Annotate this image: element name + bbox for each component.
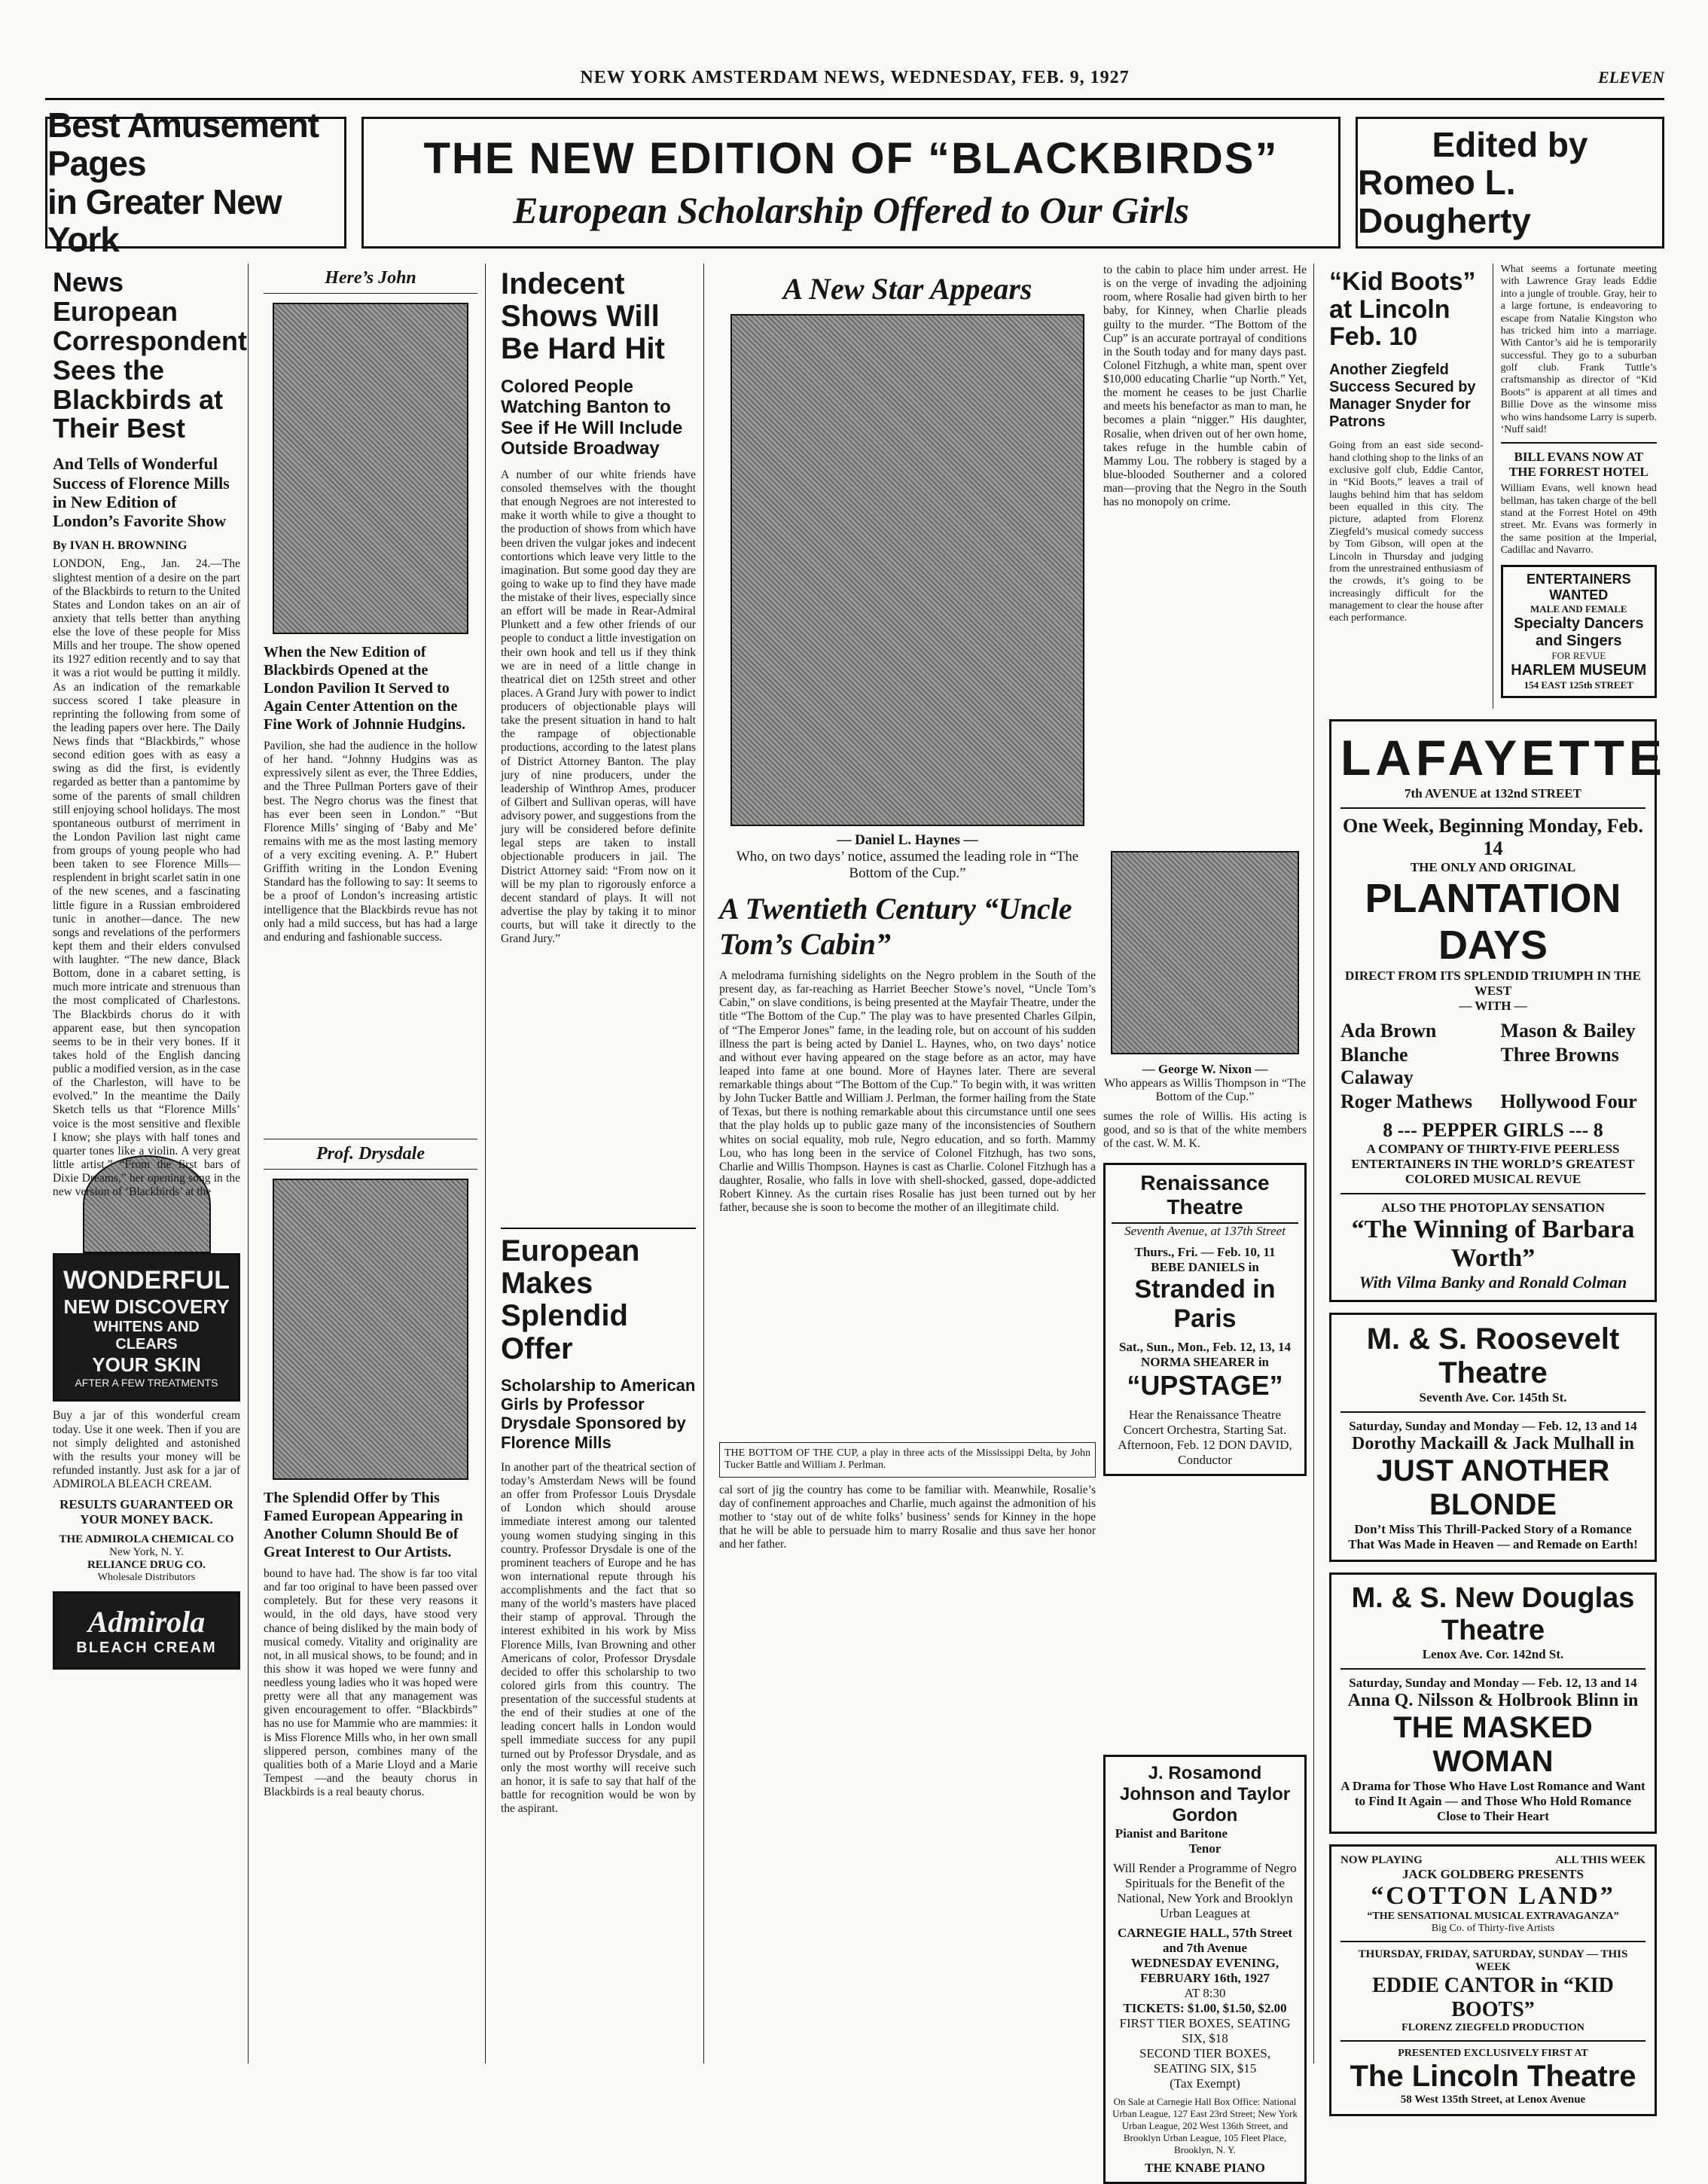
renaissance-dates-1: Thurs., Fri. — Feb. 10, 11 [1134, 1245, 1276, 1260]
nixon-credit: — George W. Nixon — [1142, 1062, 1268, 1076]
banner-left-box [45, 105, 346, 260]
lincoln-top-row [1340, 1854, 1645, 1867]
lafayette-pepper: 8 --- PEPPER GIRLS --- 8 [1383, 1118, 1603, 1141]
renaissance-theatre-ad [1103, 1163, 1307, 1476]
kid-boots-headline: “Kid Boots” at Lincoln Feb. 10 [1329, 267, 1476, 352]
lafayette-cast [1340, 1020, 1645, 1113]
renaissance-film-1: Stranded in Paris [1134, 1275, 1276, 1334]
lincoln-rule-2 [1340, 2040, 1645, 2042]
haynes-caption: Who, on two days’ notice, assumed the leading role in “The Bottom of the Cup.” [736, 849, 1079, 881]
banner-subtitle: European Scholarship Offered to Our Girls [513, 189, 1189, 231]
banner-title: THE NEW EDITION OF “BLACKBIRDS” [423, 134, 1279, 183]
evans-divider [1501, 442, 1657, 444]
lincoln-now: NOW PLAYING [1340, 1853, 1423, 1866]
lafayette-name: LAFAYETTE [1340, 729, 1667, 785]
kid-boots-body-right: What seems a fortunate meeting with Lawrence Gray leads Eddie into a jungle of trouble. Gray, heir to a large fortune, is endeavoring to escape from Natalie Kingston who has tricked him into a marriage. With Cantor’s aid he is temporarily successful. They go to a suburban golf club. Frank Tuttle’s craftsmanship as director of “Kid Boots” is apparent at all times and Billie Dove as the winsome miss who wins handsome Larry is superb. ‘Nuff said! [1500, 264, 1657, 435]
ad-line-4: YOUR SKIN [92, 1353, 201, 1377]
banner-right-line-1: Edited by [1432, 124, 1588, 164]
ad-line-3: WHITENS AND CLEARS [93, 1319, 200, 1353]
cast-3: Blanche Calaway [1340, 1043, 1414, 1088]
lincoln-film: EDDIE CANTOR in “KID BOOTS” [1372, 1973, 1614, 2021]
roosevelt-ad [1329, 1313, 1657, 1562]
col3-headline-2: European Makes Splendid Offer [501, 1234, 640, 1365]
col4-signoff: sumes the role of Willis. His acting is good, and so is that of the white members of the cast. W. M. K. [1103, 1110, 1307, 1151]
lafayette-also: ALSO THE PHOTOPLAY SENSATION [1381, 1200, 1605, 1215]
col3-subhead: Colored People Watching Banton to See if He Will Include Outside Broadway [501, 376, 683, 459]
haynes-photo [730, 314, 1084, 826]
roosevelt-name: M. & S. Roosevelt Theatre [1366, 1322, 1620, 1389]
lincoln-first: PRESENTED EXCLUSIVELY FIRST AT [1398, 2047, 1588, 2059]
new-star-story [719, 264, 1096, 1551]
roosevelt-stars: Dorothy Mackaill & Jack Mulhall in [1352, 1433, 1634, 1453]
douglas-film: THE MASKED WOMAN [1393, 1710, 1593, 1778]
lafayette-company: A COMPANY OF THIRTY-FIVE PEERLESS ENTERTAINERS IN THE WORLD’S GREATEST COLORED MUSICAL REVUE [1351, 1141, 1635, 1186]
banner-right-line-2: Romeo L. Dougherty [1358, 163, 1531, 240]
ad-line-1: WONDERFUL [63, 1266, 230, 1295]
banner-right-box [1356, 117, 1664, 249]
evans-body: William Evans, well known head bellman, has taken charge of the bell stand at the Forrest Hotel on 49th street. Mr. Evans was formerly in the same position at the Imperial, Cadillac and Navarro. [1500, 483, 1657, 557]
douglas-tag: A Drama for Those Who Have Lost Romance and Want to Find It Again — and Those Who Hold Romance Close to Their Heart [1340, 1778, 1645, 1823]
banner-title-box [361, 117, 1340, 249]
col1-headline: News European Correspondent Sees the Blackbirds at Their Best [53, 267, 248, 444]
masthead-line: NEW YORK AMSTERDAM NEWS, WEDNESDAY, FEB. 9, 1927 [580, 68, 1130, 87]
douglas-addr: Lenox Ave. Cor. 142nd St. [1422, 1646, 1564, 1661]
roosevelt-addr: Seventh Ave. Cor. 145th St. [1419, 1389, 1567, 1405]
col1-article-body: LONDON, Eng., Jan. 24.—The slightest mention of a desire on the part of the Blackbirds to return to the United States and London takes on an air of anxiety that tells better than anything else the love of these people for Miss Mills and her troupe. The show opened its 1927 edition recently and to say that it was a riot would be putting it mildly. As an indication of the remarkable success scored I take pleasure in reprinting the following from some of the leading papers over here. The Daily News finds that “Blackbirds,” whose second edition goes with as easy a swing as did the first, is evidently regarded as better than a pantomime by some of the parents of small children still enjoying school holidays. The most spontaneous outburst of merriment in the London Pavilion last night came from groups of young people who had been taken to see Florence Mills—resplendent in bright scarlet satin in one of the new scenes, and a fascinating little figure in a Russian embroidered tunic in another—dance. The new songs and revelations of the performers kept them and their elders convulsed with laughter. “The new dance, Black Bottom, done in a cabaret setting, is much more intricate and strenuous than the most complicated of Charlestons. The Blackbirds chorus do it with apparent ease, but then syncopation seems to be in their very bones. If it takes hold of the English dancing public a modified version, as in the case of the Charleston, will have to be evolved.” In the meantime the Daily Sketch tells us that “Florence Mills’ voice is the most sensitive and flexible I know; she plays with half tones and quarter tones like a violin. A very great little artist.” “From the first bars of Dixie Dreams,” her opening song in the new version of ‘Blackbirds’ at the [53, 557, 240, 1199]
museum-line-4: FOR REVUE [1551, 649, 1606, 661]
renaissance-dates-2: Sat., Sun., Mon., Feb. 12, 13, 14 [1118, 1340, 1292, 1355]
renaissance-film-2: “UPSTAGE” [1127, 1370, 1283, 1402]
renaissance-footer: Hear the Renaissance Theatre Concert Orchestra, Starting Sat. Afternoon, Feb. 12 DON DAVID, Conductor [1118, 1408, 1292, 1468]
ad-body: Buy a jar of this wonderful cream today. Use it one week. Then if you are not simply delighted and astonished with the results your money will be refunded instantly. Just ask for a jar of ADMIROLA BLEACH CREAM. [53, 1409, 240, 1491]
museum-line-1: ENTERTAINERS WANTED [1526, 571, 1631, 602]
column-2 [256, 264, 486, 2064]
nixon-caption: Who appears as Willis Thompson in “The Bottom of the Cup.” [1103, 1077, 1307, 1103]
newspaper-page [45, 45, 1667, 2175]
kid-boots-body: Going from an east side second-hand clothing shop to the links of an exclusive golf club, Eddie Cantor, in “Kid Boots,” leaves a trail of laughs behind him that has seldom been equalled in this city. The picture, adapted from Florenz Ziegfeld’s musical comedy success by Tom Gibson, will open at the Lincoln in Thursday and judging from the unrestrained enthusiasm of the crowds, it’s going to be increasingly difficult for the management to clear the house after each performance. [1329, 440, 1484, 624]
lincoln-presents: JACK GOLDBERG PRESENTS [1402, 1866, 1584, 1881]
ad-brand-sub: BLEACH CREAM [76, 1640, 217, 1657]
concert-ad [1103, 1755, 1307, 2184]
hudgins-photo [273, 303, 468, 634]
lincoln-days: THURSDAY, FRIDAY, SATURDAY, SUNDAY — THIS WEEK [1358, 1948, 1628, 1973]
column-3 [493, 264, 704, 2064]
col3-subhead-2: Scholarship to American Girls by Professor Drysdale Sponsored by Florence Mills [501, 1375, 696, 1452]
banner-left-line-2: in Greater New York [47, 181, 282, 260]
haynes-credit: — Daniel L. Haynes — [837, 832, 978, 848]
roosevelt-tag: Don’t Miss This Thrill-Packed Story of a Romance That Was Made in Heaven — and Remade on Earth! [1348, 1521, 1638, 1551]
col1-byline: By IVAN H. BROWNING [53, 539, 188, 553]
col1-subhead: And Tells of Wonderful Success of Florence Mills in New Edition of London’s Favorite Show [53, 454, 230, 531]
hudgins-caption: When the New Edition of Blackbirds Opened at the London Pavilion It Served to Again Center Attention on the Fine Work of Johnnie Hudgins. [264, 644, 466, 733]
cast-5: Roger Mathews [1340, 1090, 1472, 1112]
lincoln-prod: FLORENZ ZIEGFELD PRODUCTION [1401, 2021, 1584, 2033]
ad-line-5: AFTER A FEW TREATMENTS [75, 1377, 218, 1389]
renaissance-star-2: NORMA SHEARER in [1140, 1355, 1270, 1370]
concert-roles: Pianist and Baritone Tenor [1115, 1826, 1295, 1856]
ad-line-2: NEW DISCOVERY [63, 1295, 230, 1319]
concert-time: AT 8:30 [1184, 1986, 1226, 2000]
roosevelt-film: JUST ANOTHER BLONDE [1376, 1453, 1610, 1521]
col2-article-body-2: bound to have had. The show is far too vital and far too original to have been passed over completely. But for these very reasons it would, in the old days, have stood very chance of being disliked by the main body of musical comedy. Vitality and originality are not, in all musical shows, to be found; and in this show it was hoped we were funny and needless young ladies who it was hoped were pretty were all that any management was given encouragement to offer. “Blackbirds” has no use for Mammie who are mammies: it is Miss Florence Mills who, in her own small slippered person, combines many of the qualities both of a Marie Lloyd and a Marie Tempest —and the beauty chorus in Blackbirds is a real beauty chorus. [264, 1567, 477, 1798]
kid-boots-story [1329, 264, 1484, 709]
douglas-ad [1329, 1572, 1657, 1834]
concert-names: J. Rosamond Johnson and Taylor Gordon [1119, 1763, 1291, 1826]
col3-article-body-2: In another part of the theatrical section of today’s Amsterdam News will be found an offer from Professor Louis Drysdale of London which should arouse immediate interest among our talented young women studying singing in this country. Professor Drysdale is one of the prominent teachers of Europe and he has won international repute through his accomplishments and the fact that so many of the world’s masters have placed their stamp of approval. Through the interest exhibited in his work by Miss Florence Mills, Ivan Browning and other Americans of color, Professor Drysdale decided to offer this scholarship to two colored girls from this country. The presentation of the successful students at the end of their studies at one of the leading concert halls in London would spell immediate success for any pupil turned out by Professor Drysdale, and as only the most worthy will receive such an honor, it is safe to say that half of the battle for recognition would be won by the aspirant. [501, 1460, 696, 1815]
admirola-ad-banner [53, 1253, 240, 1402]
lincoln-sub: “THE SENSATIONAL MUSICAL EXTRAVAGANZA” [1367, 1910, 1619, 1922]
concert-boxes-1: FIRST TIER BOXES, SEATING SIX, $18 [1119, 2016, 1291, 2045]
renaissance-star-1: BEBE DANIELS in [1151, 1260, 1259, 1275]
concert-tickets: TICKETS: $1.00, $1.50, $2.00 [1123, 2001, 1287, 2015]
cast-2: Mason & Bailey [1500, 1019, 1636, 1042]
column-1 [45, 264, 249, 2064]
cast-4: Three Browns [1500, 1043, 1619, 1066]
harlem-museum-ad [1501, 565, 1657, 698]
museum-line-2: MALE AND FEMALE [1530, 602, 1627, 615]
lincoln-cast: Big Co. of Thirty-five Artists [1431, 1922, 1555, 1934]
lincoln-show: “COTTON LAND” [1371, 1881, 1615, 1910]
lafayette-week: One Week, Beginning Monday, Feb. 14 [1343, 814, 1643, 859]
renaissance-name: Renaissance Theatre [1112, 1171, 1298, 1224]
lincoln-name: The Lincoln Theatre [1350, 2059, 1636, 2093]
col3-divider [501, 1228, 696, 1229]
douglas-stars: Anna Q. Nilsson & Holbrook Blinn in [1347, 1690, 1639, 1710]
lafayette-rule-1 [1340, 807, 1645, 809]
roosevelt-rule [1340, 1411, 1645, 1413]
lincoln-rule [1340, 1941, 1645, 1942]
col4-continued-body: to the cabin to place him under arrest. He is on the verge of invading the adjoining room, where Rosalie had given birth to her baby, for Kinney, when Charlie pleads guilty to the murder. “The Bottom of the Cup” is an accurate portrayal of conditions in the South today and for many days past. Colonel Fitzhugh, a white man, spent over $10,000 educating Charlie “up North.” Yet, the moment he ceases to be just Charlie and meets his benefactor as man to man, he becomes a plain “nigger.” His daughter, Rosalie, when driven out of her own home, takes refuge in the humble cabin of Mammy Lou. The robbery is staged by a blue-blooded Southerner and a colored man—proving that the Negro in the South has no monopoly on crime. [1103, 264, 1307, 509]
ad-city: New York, N. Y. [109, 1546, 184, 1559]
concert-date: WEDNESDAY EVENING, FEBRUARY 16th, 1927 [1130, 1956, 1279, 1985]
kid-boots-row [1329, 264, 1657, 709]
concert-venue: CARNEGIE HALL, 57th Street and 7th Avenue [1117, 1926, 1293, 1955]
kid-boots-side [1493, 264, 1657, 709]
museum-line-5: HARLEM MUSEUM [1511, 661, 1647, 679]
column-4 [712, 264, 1314, 2175]
col4-right-strip [1103, 264, 1307, 1487]
roosevelt-dates: Saturday, Sunday and Monday — Feb. 12, 13 and 14 [1349, 1418, 1637, 1433]
col2-article-body: Pavilion, she had the audience in the hollow of her hand. “Johnny Hudgins was as expressively silent as ever, the Three Eddies, and the Three Pullman Porters gave of their best. The Negro chorus was the finest that has ever been seen in London.” “But Florence Mills’ singing of ‘Baby and Me’ remains with me as the most lasting memory of a very exciting evening. A. P.” Hubert Griffith writing in the London Evening Standard has the following to say: It seems to be a proof of London’s increasing artistic intelligence that the Blackbirds revue has not only had a mild success, but has had a large and enduring and fashionable success. [264, 740, 477, 944]
concert-body: Will Render a Programme of Negro Spirituals for the Benefit of the National, New York and Brooklyn Urban Leagues at [1113, 1861, 1297, 1920]
uncle-tom-headline: A Twentieth Century “Uncle Tom’s Cabin” [719, 892, 1072, 961]
new-star-title: A New Star Appears [782, 272, 1032, 306]
lafayette-rule-2 [1340, 1193, 1645, 1194]
photo-caption-top-hudgins: Here’s John [264, 264, 477, 294]
ad-distributor-sub: Wholesale Distributors [97, 1572, 196, 1584]
lafayette-film: “The Winning of Barbara Worth” [1351, 1215, 1635, 1272]
col3-headline: Indecent Shows Will Be Hard Hit [501, 267, 665, 366]
concert-sale: On Sale at Carnegie Hall Box Office: National Urban League, 127 East 23rd Street; New York Urban League, 202 West 136th Street, and Brooklyn Urban League, 105 Fleet Place, Brooklyn, N. Y. [1112, 2096, 1298, 2155]
masthead [45, 68, 1664, 100]
drysdale-caption: The Splendid Offer by This Famed European Appearing in Another Column Should Be of Great Interest to Our Artists. [264, 1490, 463, 1560]
lafayette-only: THE ONLY AND ORIGINAL [1410, 859, 1576, 874]
drysdale-photo [273, 1179, 468, 1480]
cast-1: Ada Brown [1340, 1019, 1437, 1042]
lafayette-show: PLANTATION DAYS [1365, 875, 1621, 968]
concert-piano: THE KNABE PIANO [1145, 2161, 1265, 2175]
lafayette-film-with: With Vilma Banky and Ronald Colman [1359, 1272, 1627, 1292]
lincoln-theatre-ad [1329, 1844, 1657, 2116]
ad-distributor: RELIANCE DRUG CO. [87, 1559, 206, 1572]
banner-left-line-1: Best Amusement Pages [47, 105, 319, 183]
renaissance-addr: Seventh Avenue, at 137th Street [1124, 1224, 1286, 1239]
cast-box: THE BOTTOM OF THE CUP, a play in three acts of the Mississippi Delta, by John Tucker Battle and William J. Perlman. [719, 1442, 1096, 1478]
admirola-logo [53, 1591, 240, 1670]
lafayette-addr: 7th AVENUE at 132nd STREET [1405, 785, 1581, 801]
lafayette-with: — WITH — [1459, 998, 1527, 1013]
concert-boxes-2: SECOND TIER BOXES, SEATING SIX, $15 [1139, 2046, 1270, 2076]
lincoln-week: ALL THIS WEEK [1555, 1853, 1645, 1866]
museum-line-6: 154 EAST 125th STREET [1523, 679, 1633, 691]
lincoln-addr: 58 West 135th Street, at Lenox Avenue [1400, 2093, 1586, 2106]
column-5 [1322, 264, 1667, 2106]
ad-brand: Admirola [87, 1605, 206, 1640]
lafayette-direct: DIRECT FROM ITS SPLENDID TRIUMPH IN THE WEST [1345, 968, 1641, 998]
col4-cabin-body: cal sort of jig the country has come to be familiar with. Meanwhile, Rosalie’s day of confinement approaches and Charlie, much against the admonition of his mother to ‘stay out of de white folks’ business’ sends for Kinney in the hope that he will be able to persuade him to marry Rosalie and thus save her honor and her father. [719, 1483, 1096, 1551]
concert-tax: (Tax Exempt) [1170, 2076, 1240, 2091]
museum-line-3: Specialty Dancers and Singers [1514, 615, 1644, 649]
ad-company: THE ADMIROLA CHEMICAL CO [59, 1533, 234, 1546]
lafayette-ad [1329, 719, 1667, 1302]
kid-boots-subhead: Another Ziegfeld Success Secured by Manager Snyder for Patrons [1329, 361, 1476, 431]
ad-guarantee: RESULTS GUARANTEED OR YOUR MONEY BACK. [59, 1497, 233, 1527]
douglas-name: M. & S. New Douglas Theatre [1351, 1582, 1635, 1646]
photo-caption-top-drysdale: Prof. Drysdale [264, 1139, 477, 1170]
col3-article-body: A number of our white friends have consoled themselves with the thought that enough Negroes are not interested to make it worth while to give a thought to the production of shows from which have been driven the vulgar jokes and indecent contortions which leave very little to the imagination. But some good day they are going to wake up to find they have made the mistake of their lives, especially since an effort will be made in Rear-Admiral Plunkett and a few other friends of our people to conduct a little investigation on their own hook and tell us if they think we are in need of a little change in theatrical diet on 125th street and other places. A Grand Jury with power to indict producers of objectionable plays will take the present situation in hand to halt the rampage of objectionable productions, according to the latest plans of District Attorney Banton. The play jury of nine producers, under the leadership of Winthrop Ames, producer of Gilbert and Sullivan operas, will have advisory power, and suggestions from the jury will be considered before definite legal steps are taken to install objectionable producers in jail. The District Attorney said: “From now on it will be my plan to rigorously enforce a decent standard of plays. It will not advertise the play by taking it to minor courts, but will take it directly to the Grand Jury.” [501, 468, 696, 946]
douglas-dates: Saturday, Sunday and Monday — Feb. 12, 13 and 14 [1349, 1675, 1637, 1690]
uncle-tom-body: A melodrama furnishing sidelights on the Negro problem in the South of the present day, as far-reaching as Harriet Beecher Stowe’s novel, “Uncle Tom’s Cabin,” on slave conditions, is being presented at the Mayfair Theatre, under the title “The Bottom of the Cup.” The play was to have presented Charles Gilpin, of “The Emperor Jones” fame, in the leading role, but on account of his sudden illness the part is being acted by Daniel L. Haynes, who, on two days’ notice and without ever having appeared on the stage before as an actor, may have leaped into fame at one bound. More of Haynes later. There are several remarkable things about “The Bottom of the Cup.” To begin with, it was written by John Tucker Battle and William J. Perlman, the former hailing from the State of Texas, but there is nothing remarkable about this circumstance until one sees that the play holds up to public gaze many of the inconsistencies of Southern whites on social equality, mob rule, Negro education, and so forth. Mammy Lou, who has long been in the service of Colonel Fitzhugh, has two sons, Charlie and Willis Thompson. Haynes is cast as Charlie. Colonel Fitzhugh has a daughter, Rosalie, who falls in love with shell-shocked, gassed, dope-addicted Robert Kinney. As the curtain rises Rosalie has just been turned out by her father, because she is soon to become the mother of an illegitimate child. [719, 969, 1096, 1215]
page-number: ELEVEN [1597, 68, 1664, 87]
cast-6: Hollywood Four [1500, 1090, 1637, 1112]
evans-headline: BILL EVANS NOW AT THE FORREST HOTEL [1508, 450, 1649, 480]
nixon-photo [1111, 851, 1299, 1054]
douglas-rule [1340, 1668, 1645, 1670]
